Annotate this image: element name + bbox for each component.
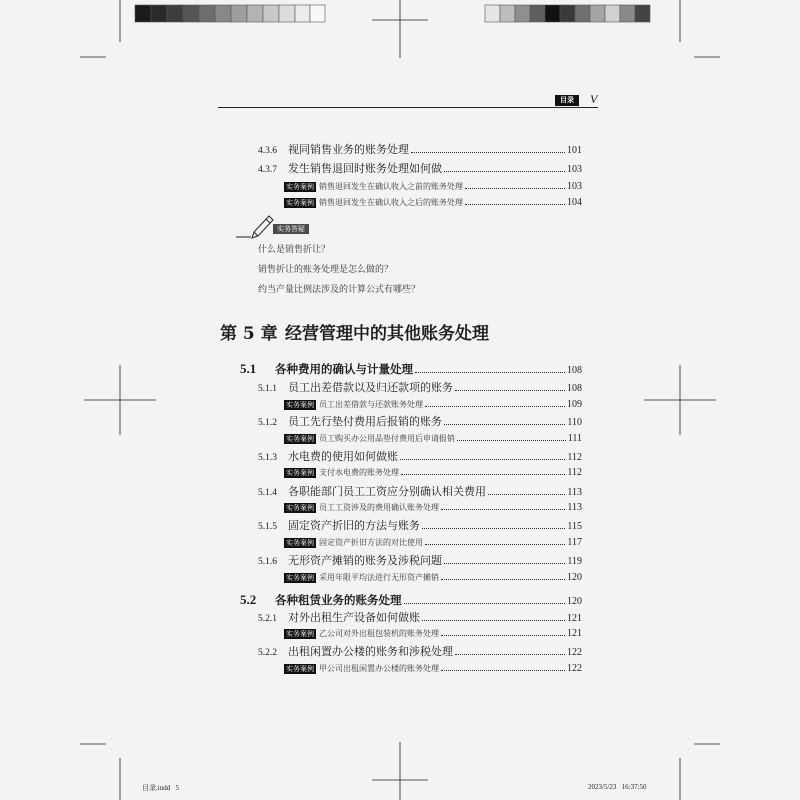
entry-page: 110 bbox=[567, 417, 582, 428]
entry-title: 销售退回发生在确认收入之前的账务处理 bbox=[319, 182, 463, 191]
entry-title: 销售退回发生在确认收入之后的账务处理 bbox=[319, 198, 463, 207]
toc-entry-5-1-4 bbox=[258, 484, 582, 500]
dot-leader bbox=[441, 509, 565, 510]
entry-number: 5.1.1 bbox=[258, 384, 277, 394]
entry-title: 各种费用的确认与计量处理 bbox=[275, 362, 413, 376]
entry-page: 108 bbox=[567, 365, 582, 376]
entry-title: 员工先行垫付费用后报销的账务 bbox=[288, 415, 442, 428]
entry-page: 117 bbox=[567, 537, 582, 548]
entry-page: 121 bbox=[567, 613, 582, 624]
dot-leader bbox=[441, 579, 565, 580]
case-study-entry bbox=[284, 535, 582, 551]
dot-leader bbox=[422, 620, 565, 621]
footer-timestamp: 2023/5/23 16:37:50 bbox=[588, 783, 647, 791]
entry-number: 5.2.2 bbox=[258, 648, 277, 658]
toc-entry-5-2-2 bbox=[258, 644, 582, 660]
case-study-badge: 实务案例 bbox=[286, 401, 314, 409]
entry-page: 120 bbox=[567, 596, 582, 607]
case-study-entry bbox=[284, 626, 582, 642]
entry-page: 115 bbox=[567, 521, 582, 532]
case-study-entry bbox=[284, 431, 582, 447]
color-bar-right bbox=[485, 5, 650, 22]
entry-page: 109 bbox=[567, 399, 582, 410]
entry-title: 员工出差借款以及归还款项的账务 bbox=[288, 381, 453, 394]
case-study-entry bbox=[284, 397, 582, 413]
dot-leader bbox=[455, 390, 565, 391]
entry-title: 支付水电费的账务处理 bbox=[319, 468, 399, 477]
entry-number: 5.1 bbox=[240, 361, 257, 376]
entry-number: 5.2.1 bbox=[258, 614, 277, 624]
entry-title: 视同销售业务的账务处理 bbox=[288, 143, 409, 156]
entry-page: 122 bbox=[567, 663, 582, 674]
case-study-entry bbox=[284, 500, 582, 516]
footer-filename: 目录.indd 5 bbox=[142, 784, 179, 792]
case-study-badge: 实务案例 bbox=[286, 469, 314, 477]
header-rule bbox=[218, 107, 598, 108]
toc-entry-5-1-2 bbox=[258, 414, 582, 430]
entry-title: 各种租赁业务的账务处理 bbox=[275, 593, 402, 607]
entry-page: 120 bbox=[567, 572, 582, 583]
case-study-badge: 实务案例 bbox=[286, 435, 314, 443]
toc-entry-5-1-1 bbox=[258, 380, 582, 396]
entry-title: 采用年限平均法进行无形资产摊销 bbox=[319, 573, 439, 582]
entry-title: 固定资产折旧方法的对比使用 bbox=[319, 538, 423, 547]
dot-leader bbox=[401, 474, 565, 475]
toc-section-5-2 bbox=[240, 592, 582, 608]
dot-leader bbox=[465, 204, 565, 205]
entry-title: 员工工资涉及的费用确认账务处理 bbox=[319, 503, 439, 512]
entry-title: 各职能部门员工工资应分别确认相关费用 bbox=[288, 485, 486, 498]
qa-badge: 实务答疑 bbox=[273, 224, 309, 234]
case-study-entry bbox=[284, 661, 582, 677]
entry-page: 113 bbox=[567, 502, 582, 513]
case-study-badge: 实务案例 bbox=[286, 665, 314, 673]
page-number: V bbox=[590, 92, 598, 106]
entry-title: 对外出租生产设备如何做账 bbox=[288, 611, 420, 624]
toc-entry-4-3-7 bbox=[258, 161, 582, 177]
entry-page: 112 bbox=[567, 452, 582, 463]
toc-section-5-1 bbox=[240, 361, 582, 377]
dot-leader bbox=[444, 424, 565, 425]
entry-page: 119 bbox=[567, 556, 582, 567]
entry-page: 103 bbox=[567, 181, 582, 192]
qa-question: 什么是销售折让？ bbox=[258, 245, 331, 255]
entry-page: 113 bbox=[567, 487, 582, 498]
entry-page: 108 bbox=[567, 383, 582, 394]
entry-number: 5.1.6 bbox=[258, 557, 277, 567]
case-study-badge: 实务案例 bbox=[286, 539, 314, 547]
entry-title: 出租闲置办公楼的账务和涉税处理 bbox=[288, 645, 453, 658]
dot-leader bbox=[457, 440, 566, 441]
toc-entry-5-1-3 bbox=[258, 449, 582, 465]
entry-title: 水电费的使用如何做账 bbox=[288, 450, 398, 463]
dot-leader bbox=[404, 603, 566, 604]
entry-number: 5.2 bbox=[240, 592, 257, 607]
case-study-badge: 实务案例 bbox=[286, 630, 314, 638]
pencil-icon bbox=[234, 212, 276, 242]
dot-leader bbox=[415, 372, 565, 373]
dot-leader bbox=[465, 188, 565, 189]
dot-leader bbox=[444, 563, 565, 564]
toc-entry-4-3-6 bbox=[258, 142, 582, 158]
entry-title: 无形资产摊销的账务及涉税问题 bbox=[288, 554, 442, 567]
entry-page: 112 bbox=[567, 467, 582, 478]
case-study-badge: 实务案例 bbox=[286, 183, 314, 191]
case-study-entry bbox=[284, 570, 582, 586]
dot-leader bbox=[400, 459, 565, 460]
toc-entry-5-1-6 bbox=[258, 553, 582, 569]
case-study-badge: 实务案例 bbox=[286, 504, 314, 512]
dot-leader bbox=[488, 494, 565, 495]
entry-number: 4.3.7 bbox=[258, 165, 277, 175]
dot-leader bbox=[422, 528, 565, 529]
entry-number: 5.1.3 bbox=[258, 453, 277, 463]
entry-title: 发生销售退回时账务处理如何做 bbox=[288, 162, 442, 175]
color-bar-left bbox=[135, 5, 325, 22]
entry-number: 5.1.2 bbox=[258, 418, 277, 428]
case-study-badge: 实务案例 bbox=[286, 574, 314, 582]
case-study-entry bbox=[284, 179, 582, 195]
entry-number: 4.3.6 bbox=[258, 146, 277, 156]
case-study-entry bbox=[284, 195, 582, 211]
case-study-badge: 实务案例 bbox=[286, 199, 314, 207]
dot-leader bbox=[441, 635, 565, 636]
chapter-number: 第 5 章 bbox=[220, 324, 278, 344]
case-study-entry bbox=[284, 465, 582, 481]
entry-page: 103 bbox=[567, 164, 582, 175]
entry-title: 乙公司对外出租包装机的账务处理 bbox=[319, 629, 439, 638]
entry-title: 固定资产折旧的方法与账务 bbox=[288, 519, 420, 532]
dot-leader bbox=[444, 171, 565, 172]
dot-leader bbox=[425, 544, 565, 545]
entry-page: 122 bbox=[567, 647, 582, 658]
entry-number: 5.1.4 bbox=[258, 488, 277, 498]
entry-page: 101 bbox=[567, 145, 582, 156]
qa-question: 销售折让的账务处理是怎么做的？ bbox=[258, 265, 394, 275]
entry-page: 111 bbox=[567, 433, 582, 444]
chapter-heading bbox=[220, 321, 489, 347]
dot-leader bbox=[455, 654, 565, 655]
entry-title: 员工出差借款与还款账务处理 bbox=[319, 400, 423, 409]
entry-number: 5.1.5 bbox=[258, 522, 277, 532]
qa-question: 约当产量比例法涉及的计算公式有哪些？ bbox=[258, 285, 421, 295]
entry-page: 104 bbox=[567, 197, 582, 208]
dot-leader bbox=[441, 670, 565, 671]
dot-leader bbox=[425, 406, 565, 407]
toc-entry-5-2-1 bbox=[258, 610, 582, 626]
chapter-title: 经营管理中的其他账务处理 bbox=[285, 324, 489, 344]
running-header-tag: 目录 bbox=[555, 95, 579, 106]
entry-title: 甲公司出租闲置办公楼的账务处理 bbox=[319, 664, 439, 673]
entry-page: 121 bbox=[567, 628, 582, 639]
dot-leader bbox=[411, 152, 565, 153]
entry-title: 员工购买办公用品垫付费用后申请报销 bbox=[319, 434, 455, 443]
toc-entry-5-1-5 bbox=[258, 518, 582, 534]
